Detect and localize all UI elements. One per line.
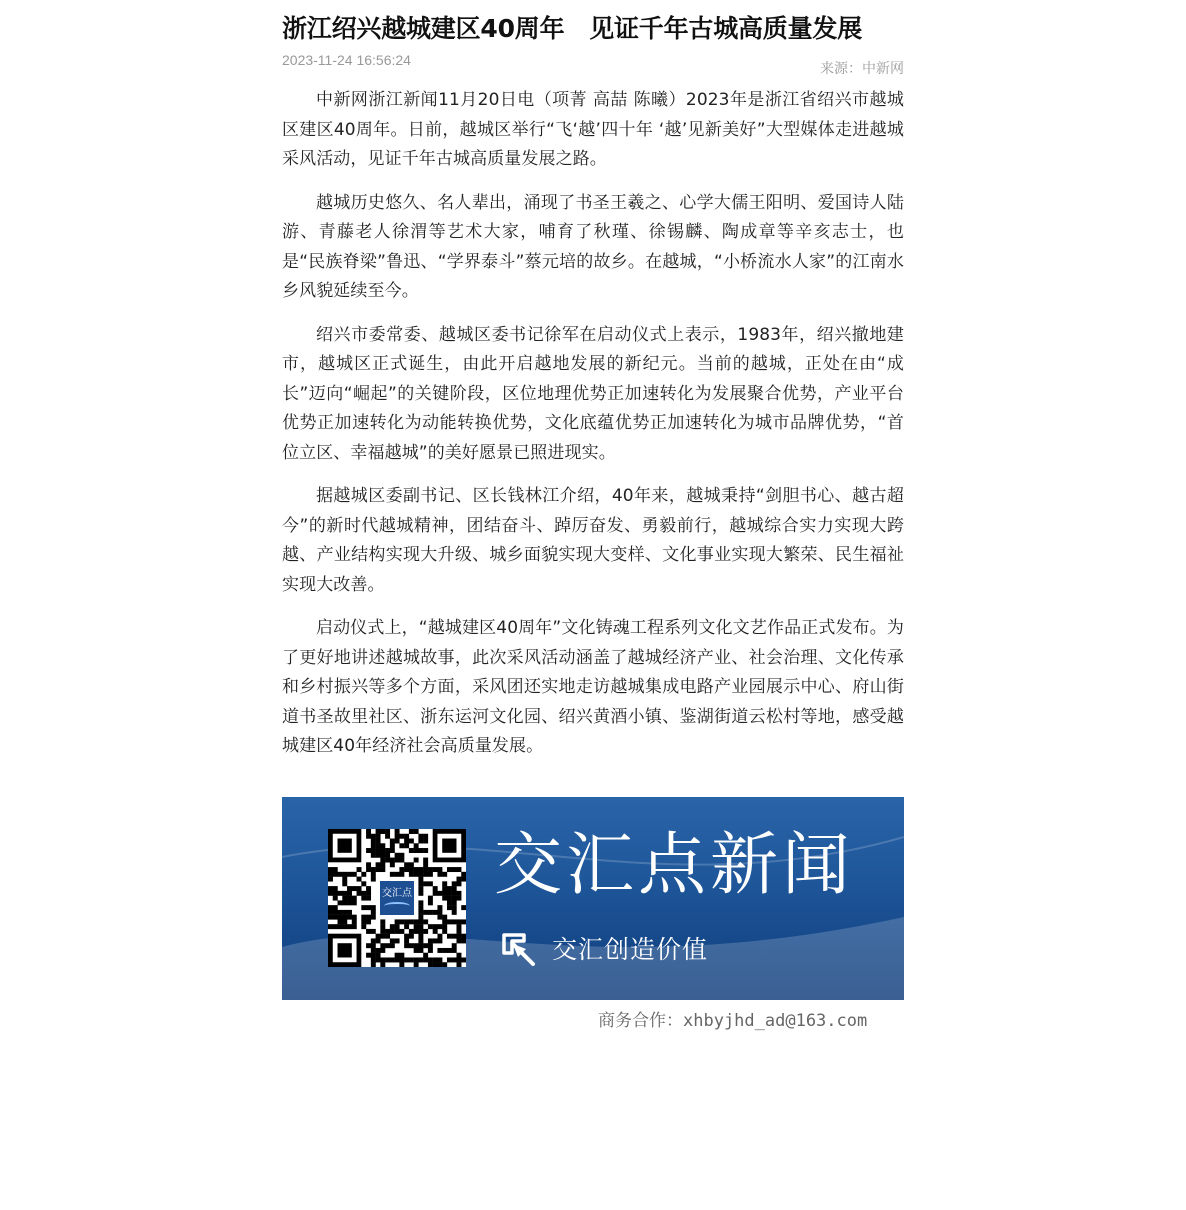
paragraph: 启动仪式上，“越城建区40周年”文化铸魂工程系列文化文艺作品正式发布。为了更好地讲述越城故事，此次采风活动涵盖了越城经济产业、社会治理、文化传承和乡村振兴等多个方面，采风团还实地走访越城集成电路产业园展示中心、府山街道书圣故里社区、浙东运河文化园、绍兴黄酒小镇、鉴湖街道云松村等地，感受越城建区40年经济社会高质量发展。 — [282, 618, 904, 756]
arrow-cursor-icon — [500, 931, 538, 969]
brand-name: 交汇点新闻 — [494, 826, 855, 905]
article-source: 来源：中新网 — [820, 61, 904, 77]
qr-center-logo: 交汇点 — [378, 879, 416, 917]
paragraph: 越城历史悠久、名人辈出，涌现了书圣王羲之、心学大儒王阳明、爱国诗人陆游、青藤老人徐渭等艺术大家，哺育了秋瑾、徐锡麟、陶成章等辛亥志士，也是“民族脊梁”鲁迅、“学界泰斗”蔡元培的故乡。在越城，“小桥流水人家”的江南水乡风貌延续至今。 — [282, 192, 904, 301]
article-meta — [282, 50, 904, 77]
article-title: 浙江绍兴越城建区40周年 见证千年古城高质量发展 — [282, 14, 862, 43]
article — [282, 0, 904, 776]
paragraph: 中新网浙江新闻11月20日电（项菁 高喆 陈曦）2023年是浙江省绍兴市越城区建区40周年。日前，越城区举行“飞‘越’四十年 ‘越’见新美好”大型媒体走进越城采风活动，见证千年古城高质量发展之路。 — [282, 90, 904, 169]
brand-slogan: 交汇创造价值 — [552, 935, 709, 964]
paragraph: 绍兴市委常委、越城区委书记徐军在启动仪式上表示，1983年，绍兴撤地建市，越城区正式诞生，由此开启越地发展的新纪元。当前的越城，正处在由“成长”迈向“崛起”的关键阶段，区位地理优势正加速转化为发展聚合优势，产业平台优势正加速转化为动能转换优势，文化底蕴优势正加速转化为城市品牌优势，“首位立区、幸福越城”的美好愿景已照进现实。 — [282, 324, 904, 463]
publish-date: 2023-11-24 16:56:24 — [282, 52, 411, 68]
article-body — [282, 86, 904, 762]
qr-code — [328, 829, 466, 967]
ad-banner[interactable] — [282, 797, 904, 1000]
business-contact: 商务合作：xhbyjhd_ad@163.com — [598, 1011, 868, 1031]
paragraph: 据越城区委副书记、区长钱林江介绍，40年来，越城秉持“剑胆书心、越古超今”的新时代越城精神，团结奋斗、踔厉奋发、勇毅前行，越城综合实力实现大跨越、产业结构实现大升级、城乡面貌实现大变样、文化事业实现大繁荣、民生福祉实现大改善。 — [282, 486, 904, 595]
